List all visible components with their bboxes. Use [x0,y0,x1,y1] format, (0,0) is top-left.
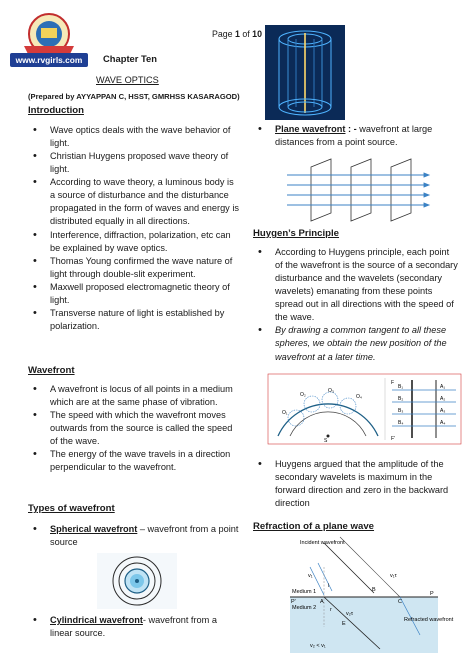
point-a-label: A [320,599,324,605]
point-e-label: E [342,621,346,627]
source-label: S [324,438,328,444]
list-item: • Transverse nature of light is established by polarization. [28,307,240,333]
types-heading: Types of wavefront [28,503,115,514]
b2-label: B₂ [398,396,404,402]
list-item [253,123,458,149]
types-list-spherical [28,523,240,549]
point-p-label: P [430,591,434,597]
list-item: • Wave optics deals with the wave behavior of light. [28,124,240,150]
b3-label: B₃ [398,408,404,414]
f-label: F [391,380,395,386]
medium1-label: Medium 1 [292,589,317,595]
b1-label: B₁ [398,384,404,390]
point-b-label: B [372,587,376,593]
angle-r-label: r [330,607,332,613]
v1-label: v₁ [308,573,313,579]
a3-label: A₃ [440,408,446,414]
refracted-wavefront-label: Refracted wavefront [404,617,454,623]
list-item: • Huygens argued that the amplitude of the secondary wavelets is maximum in the forward direction and zero in the backward direction [253,458,458,510]
point-c-label: C [398,599,402,605]
plane-text: wavefront at large distances from a point source. [275,124,433,148]
list-item: • Thomas Young confirmed the wave nature of light through double-slit experiment. [28,255,240,281]
a1-label: A₁ [440,384,446,390]
list-item: • Maxwell proposed electromagnetic theory of light. [28,281,240,307]
list-item [28,614,240,640]
o4-label: O₄ [356,394,362,400]
list-item: • The speed with which the wavefront moves outwards from the source is called the speed of the wave. [28,409,240,448]
page-current: 1 [235,29,240,39]
refraction-figure [290,537,454,653]
cylindrical-wavefront-figure [265,25,345,120]
page-of: of [242,29,250,39]
list-item: • The energy of the wave travels in a direction perpendicular to the wavefront. [28,448,240,474]
site-label[interactable]: www.rvgirls.com [10,53,88,67]
list-item [253,246,458,324]
plane-term: Plane wavefront [275,124,346,134]
a2-label: A₂ [440,396,446,402]
list-item: • According to wave theory, a luminous body is a source of disturbance and the disturbance propagated in the form of waves and energy is distributed equally in all directions. [28,176,240,228]
angle-i-label: i [328,583,330,589]
page-number [0,28,474,40]
refraction-heading: Refraction of a plane wave [253,521,375,532]
huygens-bullet-2: By drawing a common tangent to all these spheres, we obtain the new position of the wavefront at a later time. [275,325,447,362]
page-prefix: Page [212,29,233,39]
list-item: • A wavefront is locus of all points in a medium which are at the same phase of vibration. [28,383,240,409]
huygens-construction-figure [268,374,461,444]
list-item [253,324,458,363]
introduction-heading: Introduction [28,105,84,116]
o1-label: O₁ [282,410,288,416]
prepared-by: (Prepared by AYYAPPAN C, HSST, GMRHSS KASARAGOD) [28,92,240,101]
plane-wavefront-list [253,123,458,149]
v2tau-label: v₂τ [346,611,354,617]
a4-label: A₄ [440,420,446,426]
spherical-wavefront-figure [97,553,177,609]
huygens-list-2 [253,458,458,510]
huygens-heading: Huygen’s Principle [253,228,340,239]
list-item: • Interference, diffraction, polarization, etc can be explained by wave optics. [28,229,240,255]
spherical-text: – wavefront from a point source [50,524,239,548]
wavefront-heading: Wavefront [28,365,75,376]
point-pp-label: P' [291,599,296,605]
fp-label: F' [391,436,396,442]
chapter-title: Chapter Ten [103,53,157,64]
subject-title: WAVE OPTICS [96,75,159,85]
spherical-term: Spherical wavefront [50,524,138,534]
o3-label: O₃ [328,388,334,394]
types-list-cylindrical [28,614,240,640]
cylindrical-text: - wavefront from a linear source. [50,615,217,639]
wavefront-list [28,383,240,474]
o2-label: O₂ [300,392,306,398]
incident-wavefront-label: Incident wavefront [300,540,345,546]
plane-separator: : - [345,124,360,134]
list-item [28,523,240,549]
medium2-label: Medium 2 [292,605,317,611]
b4-label: B₄ [398,420,404,426]
v2-label: v₂ < v₁ [310,643,326,649]
plane-wavefront-figure [283,157,433,225]
cylindrical-term: Cylindrical wavefront [50,615,143,625]
page-total: 10 [252,29,262,39]
introduction-list [28,124,240,333]
huygens-bullet-1: According to Huygens principle, each point of the wavefront is the source of a secondary disturbance and the wavelets (secondary wavelets) emanating from these points spread out in all directions with the speed of the wave. [275,247,458,323]
list-item: • Christian Huygens proposed wave theory of light. [28,150,240,176]
huygens-list [253,246,458,364]
v1tau-label: v₁τ [390,573,397,579]
